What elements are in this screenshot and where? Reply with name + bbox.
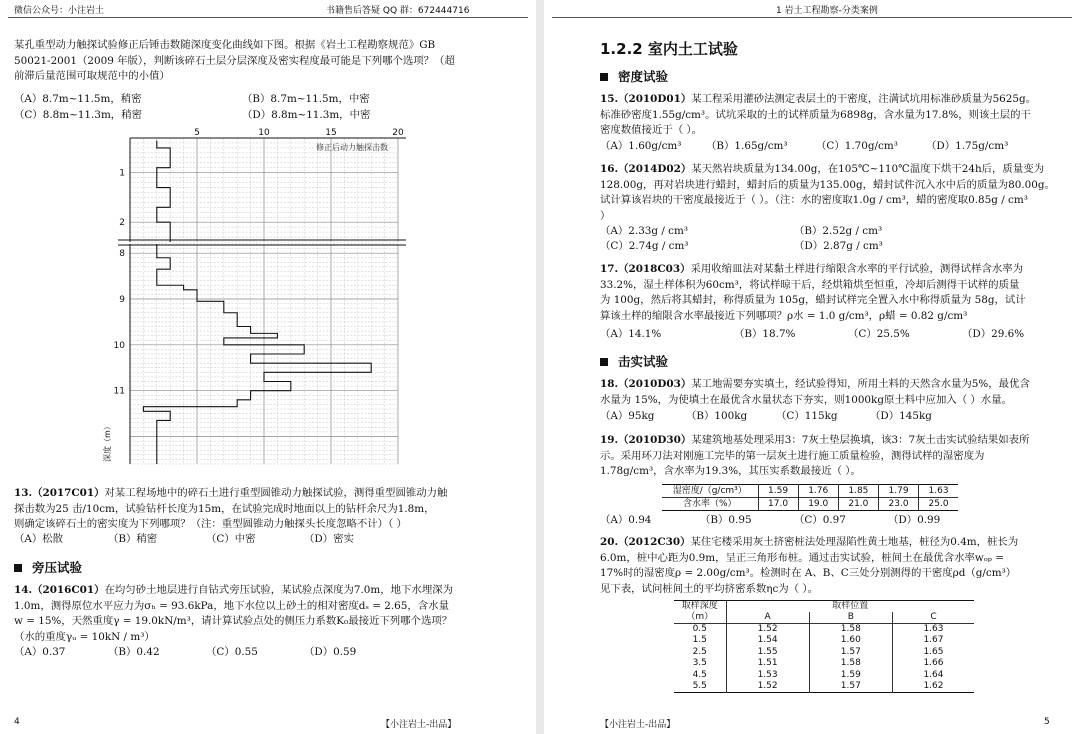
option-c: （C）2.74g / cm³: [600, 240, 689, 252]
q19-number: 19.（2010D30）: [600, 434, 692, 446]
table-cell: 1.85: [838, 485, 878, 498]
right-page: [544, 0, 1080, 734]
table-cell: 1.62: [892, 681, 974, 693]
question-19: [600, 433, 1074, 480]
y-tick-label: 9: [119, 295, 125, 305]
section-heading: 1.2.2 室内土工试验: [600, 40, 738, 58]
option-d: （D）8.8m~11.3m，中密: [242, 109, 371, 121]
table-cell: 1.59: [758, 485, 798, 498]
option-c: （C）中密: [206, 533, 256, 545]
option-b: （B）18.7%: [734, 328, 796, 340]
option-b: （B）1.65g/cm³: [706, 140, 788, 152]
option-c: （C）25.5%: [848, 328, 910, 340]
chapter-header: 1 岩土工程勘察-分类案例: [776, 6, 878, 16]
q14-number: 14.（2016C01）: [14, 584, 105, 596]
column-header: A: [726, 612, 809, 624]
x-tick-label: 20: [392, 128, 404, 138]
table-cell: 1.53: [726, 670, 809, 682]
table-header-row: [674, 601, 974, 613]
intro-line: 某孔重型动力触探试验修正后锤击数随深度变化曲线如下图。根据《岩土工程勘察规范》GB: [14, 39, 436, 51]
q14-text: 在均匀砂土地层进行自钻式旁压试验，某试验点深度为7.0m，地下水埋深为: [104, 584, 453, 596]
intro-line: 50021-2001（2009 年版），判断该碎石土层分层深度及密实程度最可能是下列哪个选项？（超: [14, 54, 455, 67]
page-number: 5: [1044, 717, 1050, 727]
table-row: [662, 485, 958, 498]
question-16: [600, 162, 1078, 224]
square-bullet-icon: [14, 564, 22, 572]
y-tick-label: 11: [113, 386, 125, 397]
table-row: [674, 624, 974, 636]
q18-text: 某工地需要夯实填土，经试验得知，所用土料的天然含水量为5%，最优含: [691, 378, 1030, 390]
section-title: 旁压试验: [32, 560, 83, 575]
q15-options: [600, 139, 1070, 155]
q15-text: 密度数值接近于（ ）。: [600, 124, 703, 137]
q13-options: [14, 532, 514, 548]
table-header-row: [674, 612, 974, 624]
y-tick-label: 2: [119, 218, 125, 229]
table-cell: 1.5: [674, 635, 726, 647]
header-rule: [8, 17, 528, 18]
option-a: （A）1.60g/cm³: [600, 140, 682, 152]
intro-options-row2: [14, 108, 514, 124]
table-cell: 1.64: [892, 670, 974, 682]
option-d: （D）1.75g/cm³: [926, 140, 1009, 152]
table-cell: 23.0: [878, 498, 918, 511]
column-header: B: [809, 612, 892, 624]
table-row: [662, 498, 958, 511]
table-cell: 0.5: [674, 624, 726, 636]
q16-text: ）: [600, 209, 611, 222]
q16-text: 某天然岩块质量为134.00g，在105℃~110℃温度下烘干24h后，质量变为: [691, 163, 1044, 175]
question-18: [600, 377, 1074, 408]
question-17: [600, 262, 1074, 324]
q17-text: 算该土样的缩限含水率最接近下列哪项？ρ水 = 1.0 g/cm³，ρ蜡 = 0.82 g/cm³: [600, 309, 968, 322]
q17-text: 33.2%，湿土样体积为60cm³，将试样晾干后，经烘箱烘至恒重，冷却后测得干试样的质量: [600, 278, 1020, 291]
option-d: （D）29.6%: [962, 328, 1025, 340]
table-cell: 1.79: [878, 485, 918, 498]
intro-options-row1: [14, 92, 514, 108]
table-cell: 1.51: [726, 658, 809, 670]
q17-text: 为 100g，然后将其蜡封，称得质量为 105g，蜡封试样完全置入水中称得质量为 58g，试计: [600, 294, 1026, 307]
q20-text: 见下表，试问桩间土的平均挤密系数ηc为（ ）。: [600, 582, 818, 595]
option-b: （B）8.7m~11.5m，中密: [242, 93, 370, 105]
table-cell: 1.63: [919, 485, 958, 498]
table-cell: 1.52: [726, 624, 809, 636]
q20-text: 某住宅楼采用灰土挤密桩法处理湿陷性黄土地基，桩径为0.4m，桩长为: [690, 536, 1019, 548]
option-a: （A）松散: [14, 533, 64, 545]
table-cell: 1.52: [726, 681, 809, 693]
penetration-depth-chart: [98, 126, 410, 474]
option-b: （B）0.42: [108, 646, 160, 658]
compaction-test-table: [662, 484, 958, 511]
q19-text: 1.78g/cm³，含水率为19.3%，其压实系数最接近（ ）。: [600, 465, 861, 478]
q17-options: [600, 327, 1070, 343]
q13-text: 探击数为25 击/10cm，试验钻杆长度为15m，在试验完成时地面以上的钻杆余尺为1.8m，: [14, 502, 435, 515]
table-cell: 19.0: [798, 498, 838, 511]
option-a: （A）14.1%: [600, 328, 662, 340]
q16-options-row2: [600, 239, 1070, 255]
q15-text: 标准砂密度1.55g/cm³。试坑采取的土的试样质量为6898g，含水量为17.8%，则该土层的干: [600, 108, 1031, 121]
section-pressuremeter: [14, 558, 82, 576]
option-d: （D）145kg: [870, 410, 932, 422]
x-tick-label: 5: [194, 128, 200, 138]
q16-number: 16.（2014D02）: [600, 163, 692, 175]
table-cell: 1.54: [726, 635, 809, 647]
option-d: （D）0.99: [888, 514, 941, 526]
table-row: [674, 681, 974, 693]
q20-text: 17%时的湿密度ρ = 2.00g/cm³。检测时在 A、B、C三处分别测得的干密度ρd（g/cm³）: [600, 567, 1017, 580]
table-cell: 1.58: [809, 658, 892, 670]
table-cell: 3.5: [674, 658, 726, 670]
chart-title: 修正后动力触探击数: [316, 143, 388, 152]
table-cell: 4.5: [674, 670, 726, 682]
q15-text: 某工程采用灌砂法测定表层土的干密度，注满试坑用标准砂质量为5625g。: [691, 93, 1037, 105]
option-c: （C）115kg: [776, 410, 838, 422]
q15-number: 15.（2010D01）: [600, 93, 692, 105]
table-row: [674, 635, 974, 647]
question-13: [14, 486, 526, 533]
column-header: C: [892, 612, 974, 624]
table-cell: 1.55: [726, 647, 809, 659]
option-a: （A）0.37: [14, 646, 66, 658]
table-cell: 1.63: [892, 624, 974, 636]
section-title: 密度试验: [618, 69, 669, 84]
q18-text: 水量为 15%，为使填土在最优含水量状态下夯实，则1000kg原土料中应加入（ ）水量。: [600, 393, 1012, 406]
table-cell: 17.0: [758, 498, 798, 511]
table-row-label: 湿密度/（g/cm³）: [662, 485, 758, 498]
page-number: 4: [14, 717, 20, 727]
question-20: [600, 535, 1074, 597]
q18-number: 18.（2010D03）: [600, 378, 692, 390]
option-b: （B）稍密: [108, 533, 158, 545]
q16-options-row1: [600, 224, 1070, 240]
column-group-header: 取样位置: [726, 601, 974, 613]
q14-options: [14, 645, 514, 661]
q16-text: 试计算该岩块的干密度最接近于（ ）。（注：水的密度取1.0g / cm³，蜡的密度取0.85g / cm³: [600, 194, 1028, 207]
q20-text: 6.0m，桩中心距为0.9m，呈正三角形布桩。通过击实试验，桩间土在最优含水率wₒₚ =: [600, 551, 1004, 564]
option-b: （B）2.52g / cm³: [794, 225, 883, 237]
square-bullet-icon: [600, 358, 608, 366]
q19-text: 某建筑地基处理采用3：7灰土垫层换填，该3：7灰土击实试验结果如表所: [691, 434, 1030, 446]
footer-brand: 【小注岩土-出品】: [381, 720, 457, 730]
section-title: 击实试验: [618, 354, 669, 369]
square-bullet-icon: [600, 73, 608, 81]
table-cell: 1.58: [809, 624, 892, 636]
table-cell: 2.5: [674, 647, 726, 659]
y-tick-label: 1: [119, 168, 125, 179]
table-cell: 1.76: [798, 485, 838, 498]
option-c: （C）8.8m~11.3m，稍密: [14, 109, 142, 121]
option-d: （D）0.59: [304, 646, 357, 658]
option-a: （A）95kg: [600, 410, 655, 422]
column-header: 取样深度: [674, 601, 726, 613]
q13-text: 则确定该碎石土的密实度为下列哪项？（注：重型圆锥动力触探头长度忽略不计）（ ）: [14, 518, 407, 531]
table-cell: 1.57: [809, 647, 892, 659]
header-qq-group: 书籍售后答疑 QQ 群：672444716: [326, 6, 470, 16]
option-c: （C）1.70g/cm³: [816, 140, 898, 152]
footer-brand: 【小注岩土-出品】: [600, 720, 676, 730]
option-b: （B）0.95: [700, 514, 752, 526]
table-cell: 1.67: [892, 635, 974, 647]
section-compaction: [600, 352, 668, 370]
table-cell: 1.65: [892, 647, 974, 659]
q14-text: 1.0m，测得原位水平应力为σₕ = 93.6kPa，地下水位以上砂土的相对密度dₛ = 2.65，含水量: [14, 599, 449, 612]
table-row: [674, 647, 974, 659]
column-header: （m）: [674, 612, 726, 624]
q14-text: （水的重度γᵤ = 10kN / m³）: [14, 630, 155, 643]
y-tick-label: 10: [113, 340, 125, 351]
header-wechat: 微信公众号：小注岩土: [14, 6, 105, 16]
option-d: （D）密实: [304, 533, 354, 545]
intro-question: [14, 38, 522, 85]
q20-number: 20.（2012C30）: [600, 536, 691, 548]
y-axis-label: 深度（m）: [103, 422, 112, 462]
q18-options: [600, 409, 1070, 425]
question-15: [600, 92, 1074, 139]
option-d: （D）2.87g / cm³: [794, 240, 883, 252]
header-rule: [552, 17, 1072, 18]
intro-line: 前滞后量范围可取规范中的小值）: [14, 70, 170, 83]
option-a: （A）0.94: [600, 514, 652, 526]
table-cell: 1.59: [809, 670, 892, 682]
option-a: （A）8.7m~11.5m，稍密: [14, 93, 142, 105]
table-cell: 21.0: [838, 498, 878, 511]
question-14: [14, 583, 526, 645]
q16-text: 128.00g，再对岩块进行蜡封，蜡封后的质量为135.00g，蜡封试件沉入水中后的质量为80.00g。: [600, 178, 1055, 191]
table-cell: 25.0: [919, 498, 958, 511]
q13-text: 对某工程场地中的碎石土进行重型圆锥动力触探试验，测得重型圆锥动力触: [104, 487, 448, 499]
q13-number: 13.（2017C01）: [14, 487, 105, 499]
blow-count-curve-upper: [157, 140, 170, 242]
dry-density-table: [674, 600, 974, 693]
table-row: [674, 658, 974, 670]
option-b: （B）100kg: [686, 410, 748, 422]
table-cell: 5.5: [674, 681, 726, 693]
left-page: [0, 0, 536, 734]
option-c: （C）0.55: [206, 646, 258, 658]
x-tick-label: 15: [325, 128, 337, 138]
q17-number: 17.（2018C03）: [600, 263, 691, 275]
table-row-label: 含水率（%）: [662, 498, 758, 511]
table-cell: 1.60: [809, 635, 892, 647]
option-c: （C）0.97: [794, 514, 846, 526]
option-a: （A）2.33g / cm³: [600, 225, 689, 237]
table-row: [674, 670, 974, 682]
y-tick-label: 8: [119, 249, 125, 260]
q19-text: 示。采用环刀法对刚施工完毕的第一层灰土进行施工质量检验，测得试样的湿密度为: [600, 449, 985, 462]
x-tick-label: 10: [258, 128, 270, 138]
table-cell: 1.66: [892, 658, 974, 670]
q17-text: 采用收缩皿法对某黏土样进行缩限含水率的平行试验，测得试样含水率为: [690, 263, 1024, 275]
q19-options: [600, 513, 1070, 529]
section-density: [600, 67, 668, 85]
table-cell: 1.57: [809, 681, 892, 693]
q14-text: w = 15%，天然重度γ = 19.0kN/m³，请计算试验点处的侧压力系数K₀最接近下列哪个选项？: [14, 615, 453, 628]
